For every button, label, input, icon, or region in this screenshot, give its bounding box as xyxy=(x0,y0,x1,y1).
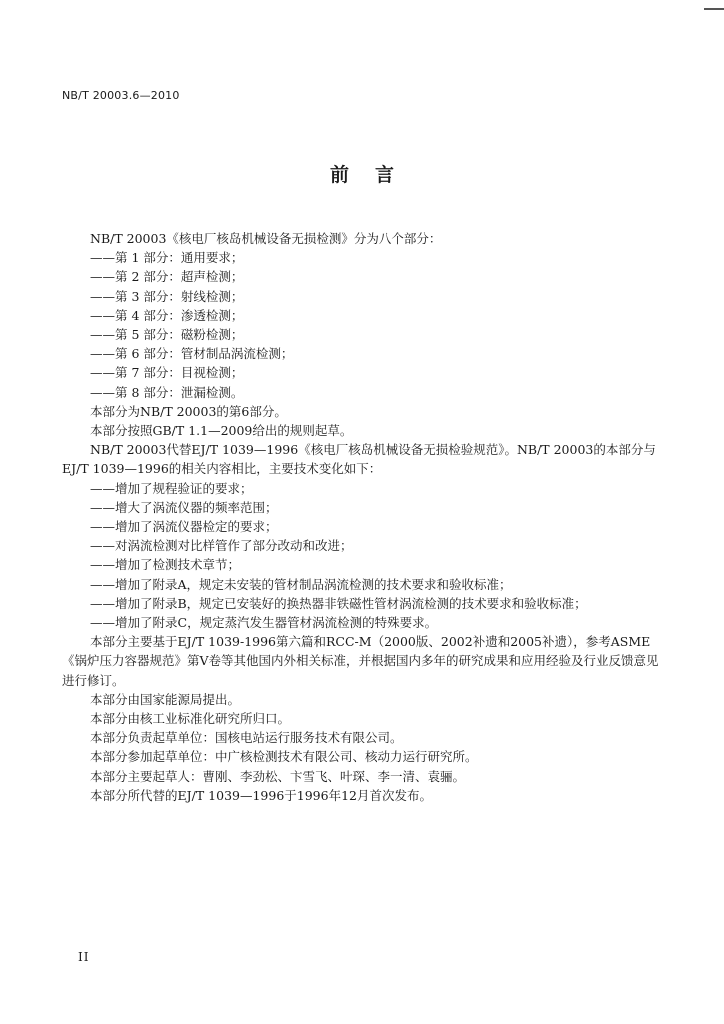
list-item: ——第 3 部分：射线检测； xyxy=(90,288,244,304)
paragraph: 本部分为NB/T 20003的第6部分。 xyxy=(90,403,287,419)
list-item: ——增加了附录A，规定未安装的管材制品涡流检测的技术要求和验收标准； xyxy=(90,576,512,592)
list-item: ——增加了涡流仪器检定的要求； xyxy=(90,519,278,535)
section-title: 前言 xyxy=(329,164,420,186)
paragraph: 本部分按照GB/T 1.1—2009给出的规则起草。 xyxy=(90,423,353,439)
paragraph: 本部分参加起草单位：中广核检测技术有限公司、核动力运行研究所。 xyxy=(90,749,478,765)
list-item: ——增加了规程验证的要求； xyxy=(90,480,253,496)
list-item: ——第 8 部分：泄漏检测。 xyxy=(90,384,244,400)
list-item: ——第 2 部分：超声检测； xyxy=(90,269,244,285)
foreword-body xyxy=(62,229,662,805)
list-item: ——第 4 部分：渗透检测； xyxy=(90,307,244,323)
list-item: ——增加了检测技术章节； xyxy=(90,557,241,573)
paragraph: 本部分负责起草单位：国核电站运行服务技术有限公司。 xyxy=(90,730,403,746)
standard-code-header: NB/T 20003.6—2010 xyxy=(62,89,180,102)
paragraph: 本部分主要起草人：曹刚、李劲松、卞雪飞、叶琛、李一清、袁骊。 xyxy=(90,768,466,784)
list-item: ——增加了附录C，规定蒸汽发生器管材涡流检测的特殊要求。 xyxy=(90,615,438,631)
list-item: ——第 1 部分：通用要求； xyxy=(90,250,244,266)
list-item: ——增加了附录B，规定已安装好的换热器非铁磁性管材涡流检测的技术要求和验收标准； xyxy=(90,595,587,611)
paragraph: 本部分由国家能源局提出。 xyxy=(90,691,241,707)
list-item: ——增大了涡流仪器的频率范围； xyxy=(90,499,278,515)
list-item: ——第 7 部分：目视检测； xyxy=(90,365,244,381)
paragraph: 本部分主要基于EJ/T 1039-1996第六篇和RCC-M（2000版、2002补遗和2005补遗），参考ASME《锅炉压力容器规范》第V卷等其他国内外相关标准，并根据国内多年的研究成果和应用经验及行业反馈意见进行修订。 xyxy=(62,634,659,688)
paragraph: 本部分所代替的EJ/T 1039—1996于1996年12月首次发布。 xyxy=(90,787,432,803)
paragraph: 本部分由核工业标准化研究所归口。 xyxy=(90,711,291,727)
list-item: ——第 5 部分：磁粉检测； xyxy=(90,327,244,343)
paragraph: NB/T 20003代替EJ/T 1039—1996《核电厂核岛机械设备无损检验规范》。NB/T 20003的本部分与EJ/T 1039—1996的相关内容相比，主要技术变化如下： xyxy=(62,442,656,477)
paragraph: NB/T 20003《核电厂核岛机械设备无损检测》分为八个部分： xyxy=(90,231,442,246)
scan-edge-mark xyxy=(704,8,724,10)
list-item: ——对涡流检测对比样管作了部分改动和改进； xyxy=(90,538,353,554)
page-number: II xyxy=(78,950,90,964)
list-item: ——第 6 部分：管材制品涡流检测； xyxy=(90,346,294,362)
